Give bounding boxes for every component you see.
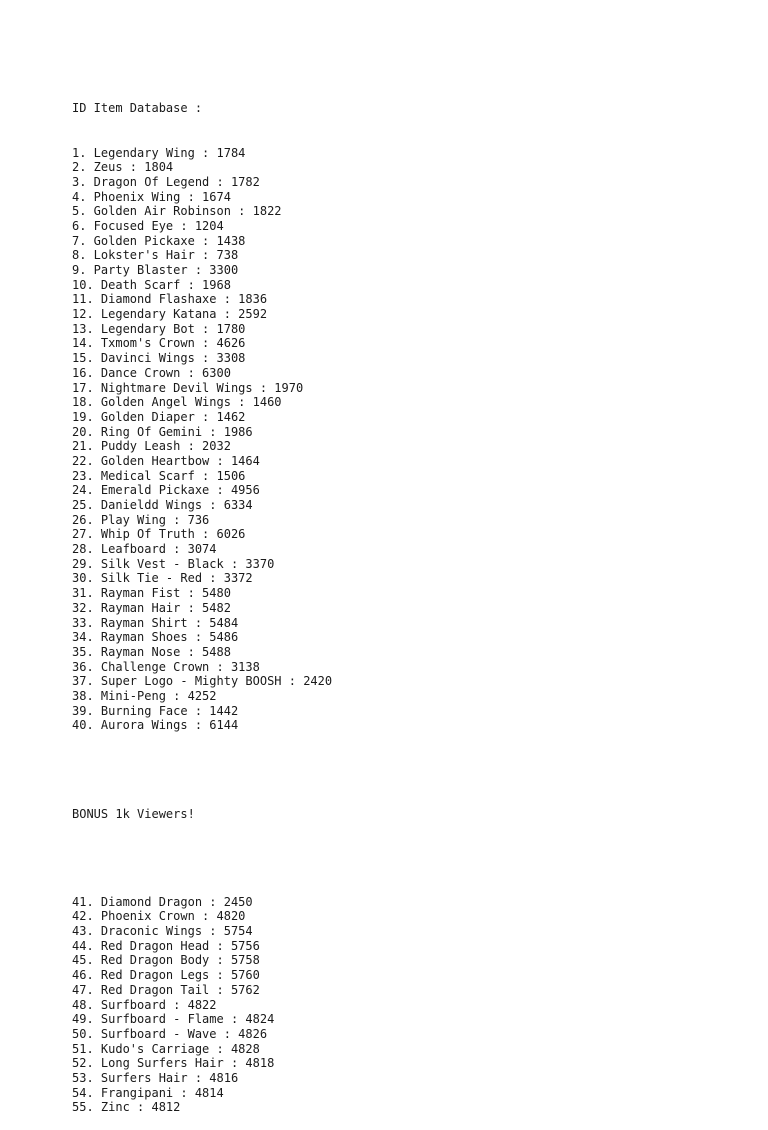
list-item: 6. Focused Eye : 1204	[72, 218, 224, 233]
list-item: 3. Dragon Of Legend : 1782	[72, 174, 260, 189]
list-item: 26. Play Wing : 736	[72, 512, 210, 527]
list-item: 11. Diamond Flashaxe : 1836	[72, 292, 268, 307]
list-item: 36. Challenge Crown : 3138	[72, 659, 260, 674]
list-item: 22. Golden Heartbow : 1464	[72, 453, 260, 468]
list-item: 18. Golden Angel Wings : 1460	[72, 395, 282, 410]
list-item: 8. Lokster's Hair : 738	[72, 248, 239, 263]
list-item: 32. Rayman Hair : 5482	[72, 600, 231, 615]
list-item: 39. Burning Face : 1442	[72, 703, 239, 718]
list-item: 15. Davinci Wings : 3308	[72, 351, 246, 366]
list-item: 35. Rayman Nose : 5488	[72, 644, 231, 659]
list-item: 21. Puddy Leash : 2032	[72, 439, 231, 454]
list-item: 13. Legendary Bot : 1780	[72, 321, 246, 336]
list-item: 38. Mini-Peng : 4252	[72, 688, 217, 703]
list-item: 45. Red Dragon Body : 5758	[72, 953, 260, 968]
list-item: 42. Phoenix Crown : 4820	[72, 909, 246, 924]
list-item: 24. Emerald Pickaxe : 4956	[72, 483, 260, 498]
list-item: 2. Zeus : 1804	[72, 160, 174, 175]
list-item: 31. Rayman Fist : 5480	[72, 586, 231, 601]
list-item: 19. Golden Diaper : 1462	[72, 409, 246, 424]
list-item: 16. Dance Crown : 6300	[72, 365, 231, 380]
bonus-heading: BONUS 1k Viewers!	[72, 806, 195, 821]
blank-line	[72, 851, 732, 866]
list-item: 43. Draconic Wings : 5754	[72, 924, 253, 939]
list-item: 55. Zinc : 4812	[72, 1100, 181, 1115]
list-item: 48. Surfboard : 4822	[72, 997, 217, 1012]
list-item: 54. Frangipani : 4814	[72, 1085, 224, 1100]
list-item: 9. Party Blaster : 3300	[72, 263, 239, 277]
list-item: 51. Kudo's Carriage : 4828	[72, 1041, 260, 1056]
list-item: 41. Diamond Dragon : 2450	[72, 894, 253, 909]
list-item: 33. Rayman Shirt : 5484	[72, 615, 239, 630]
list-item: 10. Death Scarf : 1968	[72, 277, 231, 292]
list-item: 53. Surfers Hair : 4816	[72, 1070, 239, 1085]
list-item: 49. Surfboard - Flame : 4824	[72, 1012, 275, 1027]
list-item: 28. Leafboard : 3074	[72, 542, 217, 557]
list-item: 14. Txmom's Crown : 4626	[72, 336, 246, 351]
item-list-bonus	[72, 895, 732, 1115]
list-item: 4. Phoenix Wing : 1674	[72, 189, 231, 204]
list-item: 29. Silk Vest - Black : 3370	[72, 556, 275, 571]
list-item: 20. Ring Of Gemini : 1986	[72, 424, 253, 439]
list-item: 7. Golden Pickaxe : 1438	[72, 233, 246, 248]
list-item: 50. Surfboard - Wave : 4826	[72, 1026, 268, 1041]
document-page	[72, 72, 732, 1130]
item-list-main	[72, 146, 732, 734]
list-item: 23. Medical Scarf : 1506	[72, 468, 246, 483]
list-item: 46. Red Dragon Legs : 5760	[72, 968, 260, 983]
list-item: 1. Legendary Wing : 1784	[72, 145, 246, 160]
list-item: 52. Long Surfers Hair : 4818	[72, 1056, 275, 1071]
list-item: 47. Red Dragon Tail : 5762	[72, 982, 260, 997]
list-item: 12. Legendary Katana : 2592	[72, 307, 268, 322]
list-item: 40. Aurora Wings : 6144	[72, 718, 239, 733]
document-header: ID Item Database :	[72, 101, 203, 116]
blank-line	[72, 762, 732, 777]
list-item: 34. Rayman Shoes : 5486	[72, 630, 239, 645]
list-item: 44. Red Dragon Head : 5756	[72, 938, 260, 953]
list-item: 30. Silk Tie - Red : 3372	[72, 571, 253, 586]
list-item: 37. Super Logo - Mighty BOOSH : 2420	[72, 674, 333, 689]
list-item: 5. Golden Air Robinson : 1822	[72, 204, 282, 219]
list-item: 25. Danieldd Wings : 6334	[72, 498, 253, 512]
list-item: 27. Whip Of Truth : 6026	[72, 527, 246, 542]
list-item: 17. Nightmare Devil Wings : 1970	[72, 380, 304, 395]
